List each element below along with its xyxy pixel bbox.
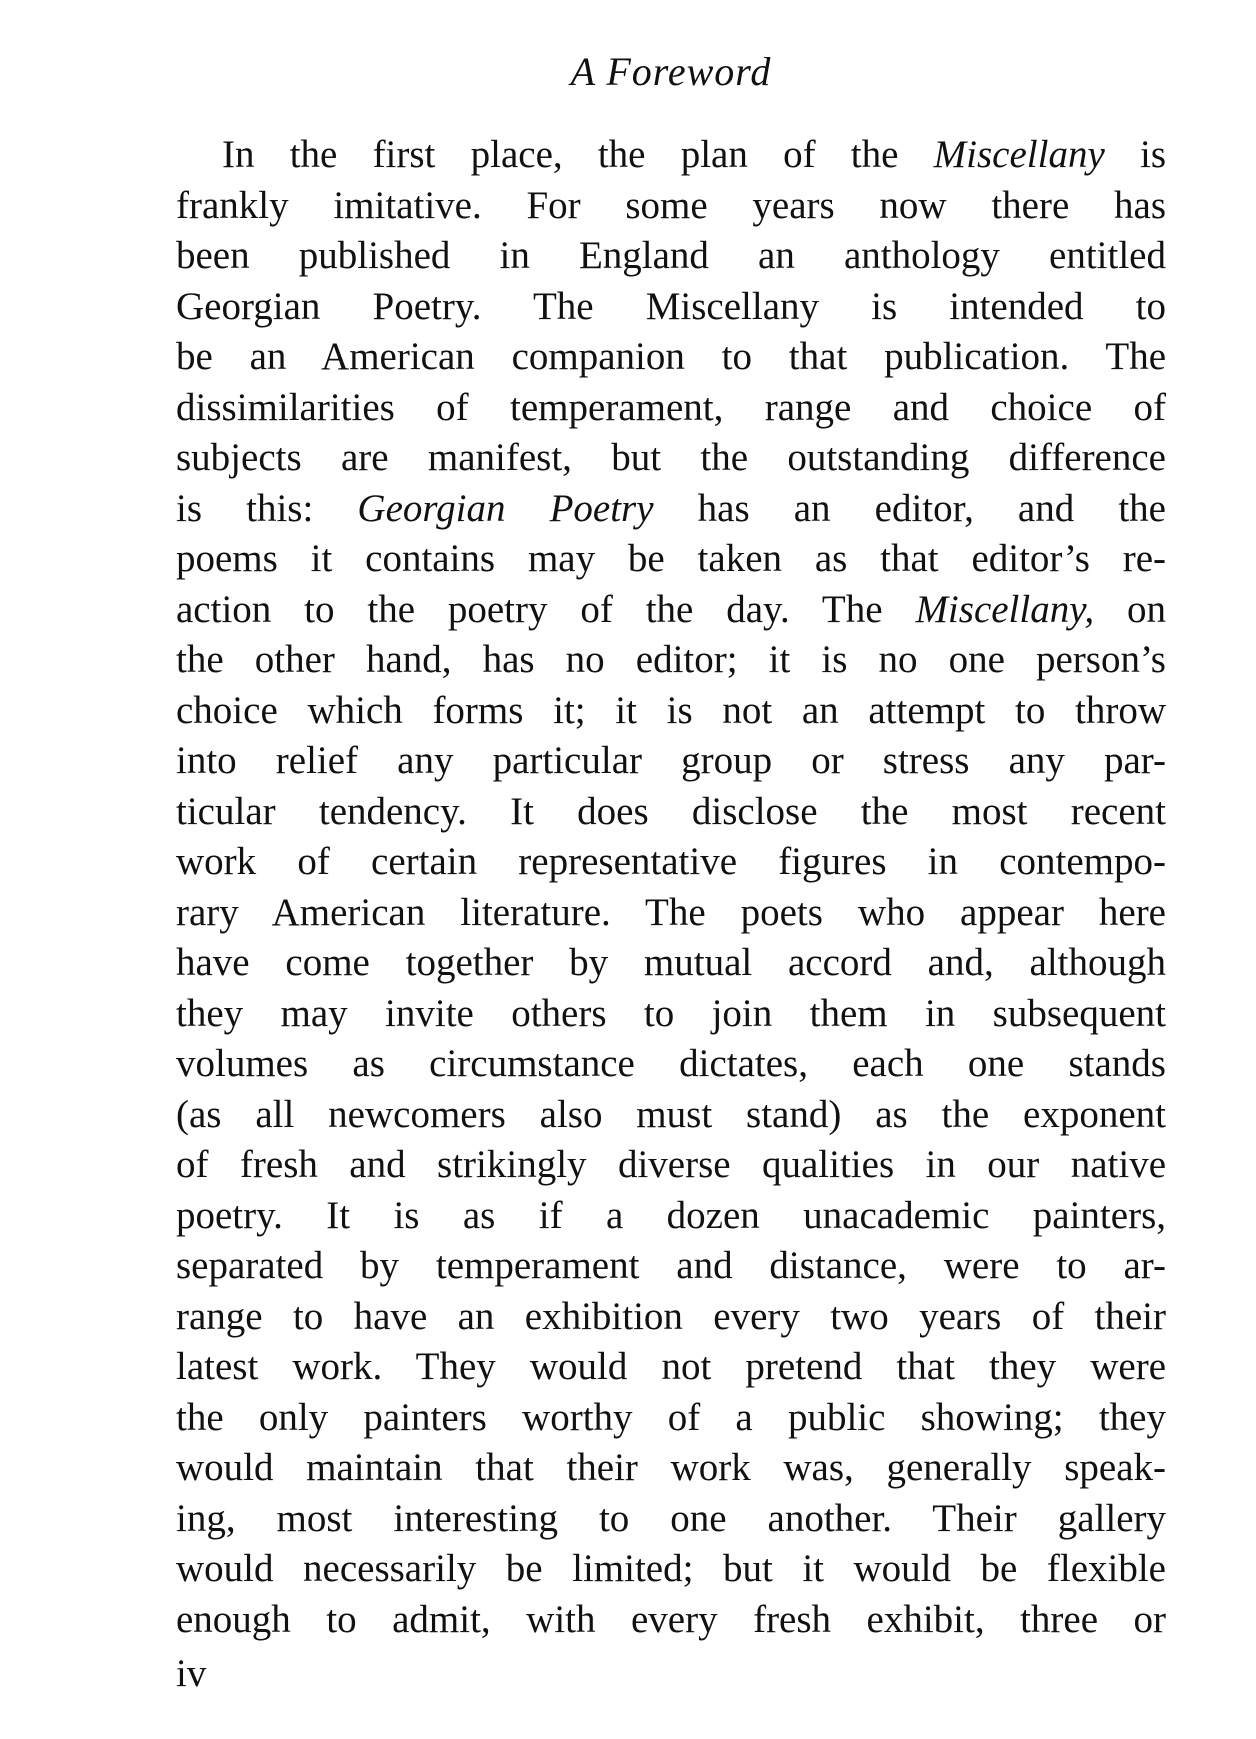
text-line: rary American literature. The poets who appear here	[176, 890, 1166, 934]
text-line: Georgian Poetry. The Miscellany is intended to	[176, 284, 1166, 328]
text-line: poems it contains may be taken as that editor’s re-	[176, 537, 1166, 580]
text-line: volumes as circumstance dictates, each one stands	[176, 1042, 1166, 1085]
text-line: range to have an exhibition every two years of their	[176, 1294, 1166, 1338]
text-line: work of certain representative figures in contempo-	[176, 840, 1166, 883]
text-line: the other hand, has no editor; it is no one person’s	[176, 638, 1166, 681]
text-line: ing, most interesting to one another. Their gallery	[176, 1496, 1166, 1540]
running-head: A Foreword	[570, 49, 772, 94]
text-line: the only painters worthy of a public showing; they	[176, 1395, 1166, 1439]
text-line: (as all newcomers also must stand) as the exponent	[176, 1092, 1166, 1136]
text-line: be an American companion to that publication. The	[176, 335, 1166, 378]
text-line: choice which forms it; it is not an attempt to throw	[176, 688, 1166, 732]
text-line: into relief any particular group or stress any par-	[176, 739, 1166, 782]
text-line: poetry. It is as if a dozen unacademic painters,	[176, 1193, 1166, 1237]
text-line: latest work. They would not pretend that they were	[176, 1345, 1166, 1388]
text-line: been published in England an anthology entitled	[176, 234, 1166, 277]
text-line: frankly imitative. For some years now there has	[176, 183, 1166, 227]
text-line: action to the poetry of the day. The Miscellany, on	[176, 587, 1167, 631]
text-line: enough to admit, with every fresh exhibit, three or	[176, 1597, 1166, 1641]
text-line: is this: Georgian Poetry has an editor, and the	[176, 486, 1166, 530]
foreword-paragraph	[176, 130, 1166, 1645]
text-line: subjects are manifest, but the outstanding difference	[176, 436, 1166, 479]
text-line: they may invite others to join them in subsequent	[176, 991, 1166, 1035]
text-line: dissimilarities of temperament, range and choice of	[176, 385, 1166, 429]
text-line: have come together by mutual accord and, although	[176, 941, 1166, 984]
text-line: would necessarily be limited; but it would be flexible	[176, 1547, 1166, 1590]
page-number: iv	[176, 1652, 207, 1695]
text-line: ticular tendency. It does disclose the most recent	[176, 789, 1166, 833]
text-line: of fresh and strikingly diverse qualities in our native	[176, 1143, 1166, 1186]
text-line: In the first place, the plan of the Miscellany is	[222, 133, 1166, 176]
text-line: separated by temperament and distance, were to ar-	[176, 1244, 1166, 1287]
text-line: would maintain that their work was, generally speak-	[176, 1446, 1166, 1489]
